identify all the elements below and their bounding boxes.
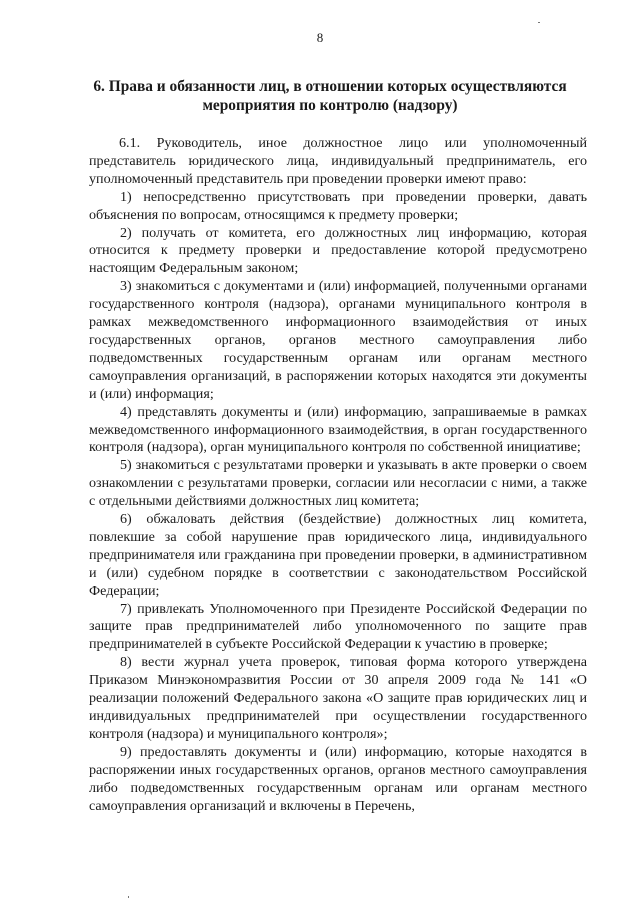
section-body <box>89 135 587 815</box>
scan-speck <box>128 896 129 898</box>
paragraph-item-8: 8) вести журнал учета проверок, типовая форма которого утверждена Приказом Минэкономразвития России от 30 апреля 2009 года № 141 «О реализации положений Федерального закона «О защите прав юридических лиц и индивидуальных предпринимателей при осуществлении государственного контроля (надзора) и муниципального контроля»; <box>89 654 587 742</box>
paragraph-6-1: 6.1. Руководитель, иное должностное лицо или уполномоченный представитель юридического лица, индивидуальный предприниматель, его уполномоченный представитель при проведении проверки имеют право: <box>89 135 587 187</box>
section-heading-line-1: 6. Права и обязанности лиц, в отношении которых осуществляются <box>93 78 567 95</box>
paragraph-item-1: 1) непосредственно присутствовать при проведении проверки, давать объяснения по вопросам, относящимся к предмету проверки; <box>89 188 587 223</box>
paragraph-item-4: 4) представлять документы и (или) информацию, запрашиваемые в рамках межведомственного информационного взаимодействия, в орган государственного контроля (надзора), орган муниципального контроля по собственной инициативе; <box>89 403 587 456</box>
paragraph-item-5: 5) знакомиться с результатами проверки и указывать в акте проверки о своем ознакомлении с результатами проверки, согласии или несогласии с ними, а также с отдельными действиями должностных лиц комитета; <box>89 457 587 510</box>
paragraph-item-7: 7) привлекать Уполномоченного при Президенте Российской Федерации по защите прав предпринимателей либо уполномоченного по защите прав предпринимателей в субъекте Российской Федерации к участию в проверке; <box>89 600 587 653</box>
section-heading <box>80 77 580 115</box>
section-heading-line-2: мероприятия по контролю (надзору) <box>202 97 458 114</box>
paragraph-item-3: 3) знакомиться с документами и (или) информацией, полученными органами государственного контроля (надзора), органами муниципального контроля в рамках межведомственного информационного взаимодействия от иных государственных органов, органов местного самоуправления либо подведомственных государственным органам или органам местного самоуправления организаций, в распоряжении которых находятся эти документы и (или) информация; <box>89 278 587 402</box>
scan-speck <box>538 22 540 23</box>
page-number: 8 <box>316 30 324 45</box>
paragraph-item-9: 9) предоставлять документы и (или) информацию, которые находятся в распоряжении иных государственных органов, органов местного самоуправления либо подведомственных государственным органам или органам местного самоуправления организаций и включены в Перечень, <box>89 743 587 814</box>
paragraph-item-2: 2) получать от комитета, его должностных лиц информацию, которая относится к предмету проверки и предоставление которой предусмотрено настоящим Федеральным законом; <box>89 224 587 277</box>
paragraph-item-6: 6) обжаловать действия (бездействие) должностных лиц комитета, повлекшие за собой нарушение прав юридического лица, индивидуального предпринимателя или гражданина при проведении проверки, в административном и (или) судебном порядке в соответствии с законодательством Российской Федерации; <box>89 511 587 599</box>
